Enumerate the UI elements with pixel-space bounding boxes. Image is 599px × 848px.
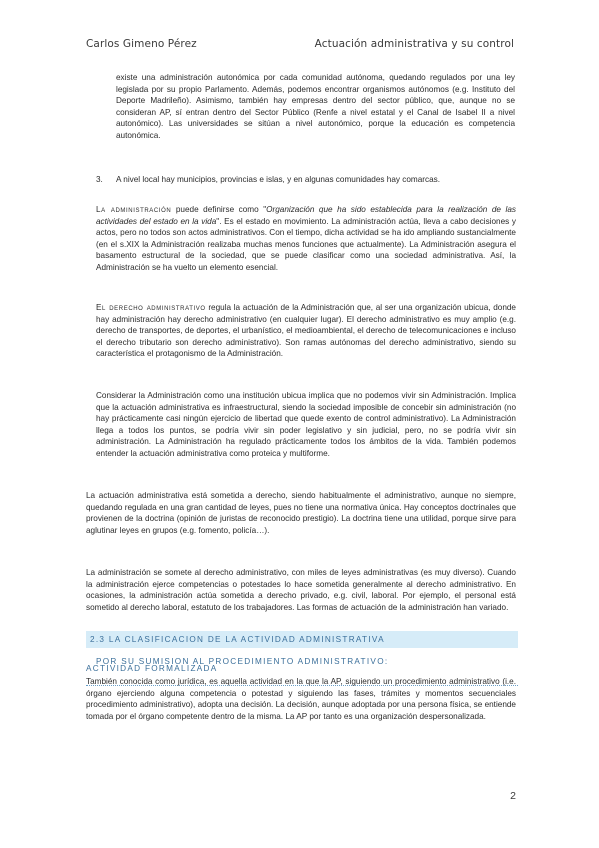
definition-quote: Organización que ha sido establecida para la realización de las actividades del estado en la vida [96, 205, 516, 226]
term-derecho-administrativo: El derecho administrativo [96, 303, 206, 312]
p2-mid: puede definirse como " [171, 205, 267, 214]
header-title: Actuación administrativa y su control [314, 38, 514, 50]
subsection-heading: POR SU SUMISION AL PROCEDIMIENTO ADMINISTRATIVO: [96, 657, 389, 666]
activity-heading: ACTIVIDAD FORMALIZADA [86, 664, 218, 673]
p3-rest: regula la actuación de la Administración que, al ser una organización ubicua, donde hay administración hay derecho administrativo (en cualquier lugar). El derecho administrativo es muy amplio (e.g. derecho de transportes, de deportes, el urbanístico, el medioambiental, el derecho de telecomunicaciones e incluso el derecho tributario son derecho administrativo). Son ramas autónomas del derecho administrativo, siendo su característica el protagonismo de la Administración. [96, 303, 516, 359]
page-number: 2 [510, 790, 516, 802]
paragraph-leyes-administrativas: La administración se somete al derecho administrativo, con miles de leyes administrativas (es muy diverso). Cuando la administración ejerce competencias o potestades lo hace sometida generalmente al derecho administrativo. En ocasiones, la administración actúa sometida a derecho privado, e.g. civil, laboral. Por ejemplo, el personal está sometido al derecho laboral, estatuto de los trabajadores. Las formas de actuación de la administración han variado. [86, 568, 516, 612]
paragraph-sometida-derecho: La actuación administrativa está sometida a derecho, siendo habitualmente el administrativo, aunque no siempre, quedando regulada en una gran cantidad de leyes, pues no tiene una normativa única. Hay conceptos doctrinales que provienen de la doctrina (opinión de juristas de reconocido prestigio). La doctrina tiene una utilidad, porque sirve para aglutinar leyes en grupos (e.g. fomento, policía…). [86, 491, 516, 535]
list-number: 3. [96, 175, 103, 184]
header-author: Carlos Gimeno Pérez [86, 38, 197, 50]
section-heading: 2.3 LA CLASIFICACION DE LA ACTIVIDAD ADMINISTRATIVA [90, 635, 385, 644]
paragraph-autonomic: existe una administración autonómica por cada comunidad autónoma, quedando regulados por una ley legislada por su propio Parlamento. Además, podemos encontrar organismos autónomos (e.g. Instituto del Deporte Madrileño). Asimismo, también hay empresas dentro del sector público, que, aunque no se consideran AP, sí entran dentro del Sector Público (Renfe a nivel estatal y el Canal de Isabel II a nivel autonómico). Las universidades se sitúan a nivel autonómico, porque la educación es competencia autonómica. [116, 73, 515, 140]
p2-rest: ". Es el estado en movimiento. La administración actúa, lleva a cabo decisiones y actos, pero no todos son actos administrativos. Con el tiempo, dicha actividad se ha ido ampliando sustancialmente (en el s.XIX la Administración realizaba muchas menos funciones que actualmente). La Administración asegura el basamento estructural de la sociedad, que se puede clasificar como una sociedad administrativa. Así, la Administración se ha vuelto un elemento esencial. [96, 216, 516, 272]
term-administracion: La administración [96, 205, 172, 214]
list-item-3 [96, 174, 516, 186]
paragraph-administration-definition [96, 204, 516, 274]
paragraph-actividad-formalizada: También conocida como jurídica, es aquella actividad en la que la AP, siguiendo un procedimiento administrativo (i.e. órgano ejerciendo alguna competencia o potestad y siguiendo las fases, trámites y momentos secuenciales procedimiento administrativo), adopta una decisión. La decisión, aunque adoptada por una persona física, se entiende tomada por el órgano competente dentro de la misma. La AP por tanto es una organización despersonalizada. [86, 677, 516, 721]
list-text: A nivel local hay municipios, provincias e islas, y en algunas comunidades hay comarcas. [116, 175, 441, 184]
paragraph-ubicua: Considerar la Administración como una institución ubicua implica que no podemos vivir sin Administración. Implica que la actuación administrativa es infraestructural, siendo la sociedad imposible de concebir sin administración (no hay prácticamente casi ningún ejercicio de libertad que quede exento de control administrativo). La Administración llega a todos los puntos, se podría vivir sin poder legislativo y sin judicial, pero, no se podría vivir sin administración. La Administración ha regulado prácticamente todos los ámbitos de la vida. También podemos entender la actuación administrativa como proteica y multiforme. [96, 391, 516, 458]
paragraph-derecho-administrativo [96, 302, 516, 360]
